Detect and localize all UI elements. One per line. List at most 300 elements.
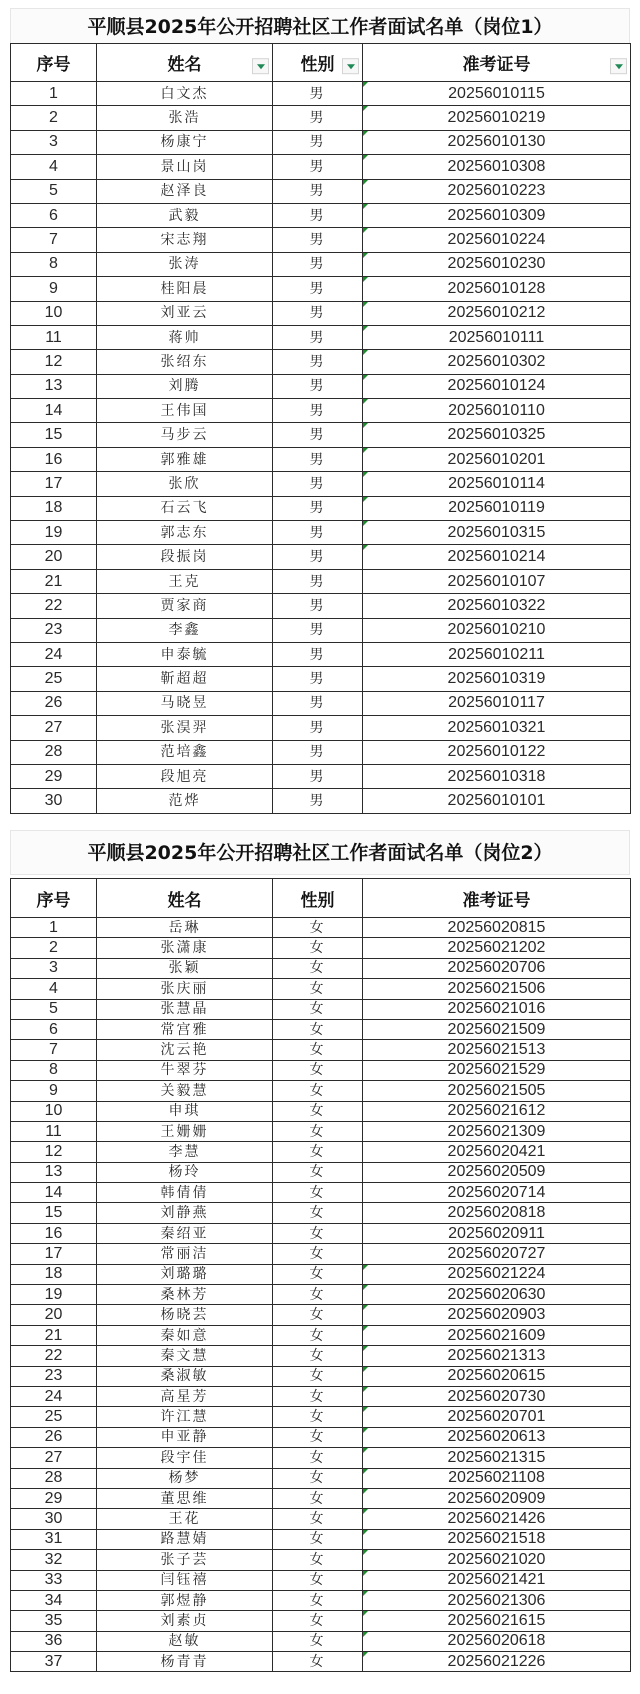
exam-id-cell[interactable] [363,618,631,642]
exam-id-cell[interactable] [363,1550,631,1570]
exam-id-cell[interactable] [363,1427,631,1447]
gender-cell[interactable] [273,1448,363,1468]
candidate-name-cell[interactable] [97,1203,273,1223]
exam-id-cell[interactable] [363,1162,631,1182]
candidate-name-cell[interactable] [97,642,273,666]
row-index-cell[interactable] [11,1264,97,1284]
gender-cell[interactable] [273,545,363,569]
gender-cell[interactable] [273,667,363,691]
row-index-cell[interactable] [11,521,97,545]
table-row[interactable] [11,1550,631,1570]
candidate-name-cell[interactable] [97,938,273,958]
row-index-cell[interactable] [11,1366,97,1386]
candidate-name-cell[interactable] [97,1529,273,1549]
candidate-name-cell[interactable] [97,447,273,471]
exam-id-cell[interactable] [363,1652,631,1672]
exam-id-cell[interactable] [363,374,631,398]
exam-id-cell[interactable] [363,252,631,276]
candidate-name-cell[interactable] [97,1346,273,1366]
candidate-name-cell[interactable] [97,1040,273,1060]
gender-cell[interactable] [273,999,363,1019]
exam-id-cell[interactable] [363,228,631,252]
table-row[interactable] [11,399,631,423]
exam-id-cell[interactable] [363,496,631,520]
candidate-name-cell[interactable] [97,1570,273,1590]
table-row[interactable] [11,1060,631,1080]
table-row[interactable] [11,1407,631,1427]
row-index-cell[interactable] [11,350,97,374]
exam-id-cell[interactable] [363,667,631,691]
exam-id-cell[interactable] [363,1631,631,1651]
candidate-name-cell[interactable] [97,228,273,252]
row-index-cell[interactable] [11,1223,97,1243]
gender-cell[interactable] [273,374,363,398]
gender-cell[interactable] [273,301,363,325]
exam-id-cell[interactable] [363,130,631,154]
candidate-name-cell[interactable] [97,1631,273,1651]
exam-id-cell[interactable] [363,423,631,447]
table-row[interactable] [11,325,631,349]
exam-id-cell[interactable] [363,277,631,301]
exam-id-cell[interactable] [363,1142,631,1162]
candidate-name-cell[interactable] [97,1162,273,1182]
exam-id-cell[interactable] [363,1244,631,1264]
exam-id-cell[interactable] [363,1407,631,1427]
gender-cell[interactable] [273,252,363,276]
exam-id-cell[interactable] [363,1448,631,1468]
table-row[interactable] [11,1427,631,1447]
gender-cell[interactable] [273,1468,363,1488]
row-index-cell[interactable] [11,1244,97,1264]
candidate-name-cell[interactable] [97,1183,273,1203]
table-row[interactable] [11,228,631,252]
exam-id-cell[interactable] [363,1101,631,1121]
row-index-cell[interactable] [11,1468,97,1488]
row-index-cell[interactable] [11,155,97,179]
gender-cell[interactable] [273,1019,363,1039]
row-index-cell[interactable] [11,130,97,154]
row-index-cell[interactable] [11,1509,97,1529]
row-index-cell[interactable] [11,1101,97,1121]
exam-id-cell[interactable] [363,325,631,349]
row-index-cell[interactable] [11,1386,97,1406]
candidate-name-cell[interactable] [97,1285,273,1305]
exam-id-cell[interactable] [363,1019,631,1039]
exam-id-cell[interactable] [363,691,631,715]
exam-id-cell[interactable] [363,545,631,569]
exam-id-cell[interactable] [363,1060,631,1080]
gender-cell[interactable] [273,179,363,203]
table-row[interactable] [11,1509,631,1529]
table-row[interactable] [11,447,631,471]
exam-id-cell[interactable] [363,447,631,471]
candidate-name-cell[interactable] [97,472,273,496]
row-index-cell[interactable] [11,1611,97,1631]
candidate-name-cell[interactable] [97,1325,273,1345]
table-row[interactable] [11,1183,631,1203]
row-index-cell[interactable] [11,374,97,398]
candidate-name-cell[interactable] [97,496,273,520]
gender-cell[interactable] [273,423,363,447]
table-row[interactable] [11,1019,631,1039]
exam-id-cell[interactable] [363,1040,631,1060]
table-row[interactable] [11,1631,631,1651]
table-row[interactable] [11,545,631,569]
row-index-cell[interactable] [11,1121,97,1141]
filter-dropdown-icon[interactable] [252,58,269,74]
exam-id-cell[interactable] [363,918,631,938]
candidate-name-cell[interactable] [97,1407,273,1427]
candidate-name-cell[interactable] [97,1468,273,1488]
candidate-name-cell[interactable] [97,1366,273,1386]
table-row[interactable] [11,789,631,813]
exam-id-cell[interactable] [363,472,631,496]
gender-cell[interactable] [273,496,363,520]
candidate-name-cell[interactable] [97,1060,273,1080]
gender-cell[interactable] [273,1142,363,1162]
exam-id-cell[interactable] [363,642,631,666]
candidate-name-cell[interactable] [97,155,273,179]
table-row[interactable] [11,999,631,1019]
row-index-cell[interactable] [11,1142,97,1162]
table-row[interactable] [11,1325,631,1345]
gender-cell[interactable] [273,1081,363,1101]
row-index-cell[interactable] [11,1407,97,1427]
exam-id-cell[interactable] [363,1366,631,1386]
gender-cell[interactable] [273,1325,363,1345]
table-row[interactable] [11,1448,631,1468]
table-row[interactable] [11,472,631,496]
table-row[interactable] [11,203,631,227]
candidate-name-cell[interactable] [97,545,273,569]
row-index-cell[interactable] [11,999,97,1019]
exam-id-cell[interactable] [363,399,631,423]
row-index-cell[interactable] [11,1570,97,1590]
table-row[interactable] [11,350,631,374]
candidate-name-cell[interactable] [97,691,273,715]
candidate-name-cell[interactable] [97,301,273,325]
candidate-name-cell[interactable] [97,130,273,154]
candidate-name-cell[interactable] [97,203,273,227]
row-index-cell[interactable] [11,496,97,520]
row-index-cell[interactable] [11,691,97,715]
candidate-name-cell[interactable] [97,374,273,398]
gender-cell[interactable] [273,938,363,958]
exam-id-cell[interactable] [363,155,631,179]
candidate-name-cell[interactable] [97,82,273,106]
exam-id-cell[interactable] [363,521,631,545]
table-row[interactable] [11,1121,631,1141]
row-index-cell[interactable] [11,1652,97,1672]
gender-cell[interactable] [273,1488,363,1508]
table-row[interactable] [11,1652,631,1672]
row-index-cell[interactable] [11,423,97,447]
row-index-cell[interactable] [11,667,97,691]
row-index-cell[interactable] [11,1162,97,1182]
gender-cell[interactable] [273,716,363,740]
candidate-name-cell[interactable] [97,1101,273,1121]
row-index-cell[interactable] [11,325,97,349]
exam-id-cell[interactable] [363,82,631,106]
gender-cell[interactable] [273,979,363,999]
row-index-cell[interactable] [11,472,97,496]
table-row[interactable] [11,1386,631,1406]
candidate-name-cell[interactable] [97,764,273,788]
candidate-name-cell[interactable] [97,1305,273,1325]
row-index-cell[interactable] [11,1346,97,1366]
table-row[interactable] [11,130,631,154]
candidate-name-cell[interactable] [97,179,273,203]
gender-cell[interactable] [273,1101,363,1121]
row-index-cell[interactable] [11,1325,97,1345]
row-index-cell[interactable] [11,399,97,423]
exam-id-cell[interactable] [363,979,631,999]
table-row[interactable] [11,691,631,715]
exam-id-cell[interactable] [363,1183,631,1203]
gender-cell[interactable] [273,399,363,423]
row-index-cell[interactable] [11,618,97,642]
gender-cell[interactable] [273,1040,363,1060]
row-index-cell[interactable] [11,447,97,471]
row-index-cell[interactable] [11,1448,97,1468]
gender-cell[interactable] [273,1366,363,1386]
row-index-cell[interactable] [11,1285,97,1305]
candidate-name-cell[interactable] [97,618,273,642]
table-row[interactable] [11,1590,631,1610]
candidate-name-cell[interactable] [97,423,273,447]
gender-cell[interactable] [273,228,363,252]
exam-id-cell[interactable] [363,1590,631,1610]
gender-cell[interactable] [273,1203,363,1223]
row-index-cell[interactable] [11,1305,97,1325]
table-row[interactable] [11,1529,631,1549]
gender-cell[interactable] [273,1550,363,1570]
table-row[interactable] [11,1142,631,1162]
candidate-name-cell[interactable] [97,1488,273,1508]
candidate-name-cell[interactable] [97,1550,273,1570]
candidate-name-cell[interactable] [97,594,273,618]
gender-cell[interactable] [273,1529,363,1549]
exam-id-cell[interactable] [363,938,631,958]
gender-cell[interactable] [273,277,363,301]
table-row[interactable] [11,106,631,130]
gender-cell[interactable] [273,1346,363,1366]
candidate-name-cell[interactable] [97,1427,273,1447]
row-index-cell[interactable] [11,252,97,276]
gender-cell[interactable] [273,447,363,471]
row-index-cell[interactable] [11,179,97,203]
gender-cell[interactable] [273,764,363,788]
candidate-name-cell[interactable] [97,399,273,423]
row-index-cell[interactable] [11,106,97,130]
candidate-name-cell[interactable] [97,1590,273,1610]
table-row[interactable] [11,1305,631,1325]
filter-dropdown-icon[interactable] [610,58,627,74]
exam-id-cell[interactable] [363,1121,631,1141]
gender-cell[interactable] [273,130,363,154]
table-row[interactable] [11,1162,631,1182]
gender-cell[interactable] [273,594,363,618]
gender-cell[interactable] [273,1407,363,1427]
exam-id-cell[interactable] [363,301,631,325]
row-index-cell[interactable] [11,301,97,325]
gender-cell[interactable] [273,958,363,978]
row-index-cell[interactable] [11,938,97,958]
gender-cell[interactable] [273,350,363,374]
row-index-cell[interactable] [11,979,97,999]
row-index-cell[interactable] [11,918,97,938]
exam-id-cell[interactable] [363,1264,631,1284]
gender-cell[interactable] [273,1611,363,1631]
row-index-cell[interactable] [11,764,97,788]
row-index-cell[interactable] [11,1081,97,1101]
exam-id-cell[interactable] [363,1285,631,1305]
exam-id-cell[interactable] [363,350,631,374]
gender-cell[interactable] [273,1305,363,1325]
exam-id-cell[interactable] [363,1081,631,1101]
candidate-name-cell[interactable] [97,740,273,764]
candidate-name-cell[interactable] [97,918,273,938]
table-row[interactable] [11,1468,631,1488]
row-index-cell[interactable] [11,716,97,740]
candidate-name-cell[interactable] [97,350,273,374]
exam-id-cell[interactable] [363,1305,631,1325]
candidate-name-cell[interactable] [97,716,273,740]
exam-id-cell[interactable] [363,179,631,203]
row-index-cell[interactable] [11,1529,97,1549]
row-index-cell[interactable] [11,1590,97,1610]
exam-id-cell[interactable] [363,1529,631,1549]
gender-cell[interactable] [273,1264,363,1284]
gender-cell[interactable] [273,106,363,130]
exam-id-cell[interactable] [363,1386,631,1406]
candidate-name-cell[interactable] [97,999,273,1019]
table-row[interactable] [11,764,631,788]
candidate-name-cell[interactable] [97,1142,273,1162]
gender-cell[interactable] [273,1244,363,1264]
exam-id-cell[interactable] [363,1223,631,1243]
candidate-name-cell[interactable] [97,1121,273,1141]
exam-id-cell[interactable] [363,789,631,813]
exam-id-cell[interactable] [363,1203,631,1223]
table-row[interactable] [11,667,631,691]
exam-id-cell[interactable] [363,1509,631,1529]
table-row[interactable] [11,155,631,179]
candidate-name-cell[interactable] [97,789,273,813]
table-row[interactable] [11,252,631,276]
gender-cell[interactable] [273,618,363,642]
gender-cell[interactable] [273,1060,363,1080]
row-index-cell[interactable] [11,1060,97,1080]
row-index-cell[interactable] [11,1040,97,1060]
candidate-name-cell[interactable] [97,1611,273,1631]
row-index-cell[interactable] [11,228,97,252]
table-row[interactable] [11,1285,631,1305]
candidate-name-cell[interactable] [97,325,273,349]
candidate-name-cell[interactable] [97,1081,273,1101]
candidate-name-cell[interactable] [97,277,273,301]
row-index-cell[interactable] [11,569,97,593]
row-index-cell[interactable] [11,82,97,106]
table-row[interactable] [11,569,631,593]
table-row[interactable] [11,716,631,740]
table-row[interactable] [11,1081,631,1101]
table-row[interactable] [11,642,631,666]
exam-id-cell[interactable] [363,999,631,1019]
table-row[interactable] [11,423,631,447]
row-index-cell[interactable] [11,1631,97,1651]
row-index-cell[interactable] [11,642,97,666]
exam-id-cell[interactable] [363,569,631,593]
exam-id-cell[interactable] [363,740,631,764]
gender-cell[interactable] [273,1631,363,1651]
table-row[interactable] [11,1488,631,1508]
gender-cell[interactable] [273,1121,363,1141]
row-index-cell[interactable] [11,1019,97,1039]
gender-cell[interactable] [273,569,363,593]
gender-cell[interactable] [273,691,363,715]
gender-cell[interactable] [273,918,363,938]
exam-id-cell[interactable] [363,1346,631,1366]
gender-cell[interactable] [273,203,363,227]
gender-cell[interactable] [273,1509,363,1529]
candidate-name-cell[interactable] [97,958,273,978]
candidate-name-cell[interactable] [97,1448,273,1468]
exam-id-cell[interactable] [363,1325,631,1345]
row-index-cell[interactable] [11,1183,97,1203]
exam-id-cell[interactable] [363,203,631,227]
exam-id-cell[interactable] [363,106,631,130]
gender-cell[interactable] [273,1223,363,1243]
table-row[interactable] [11,1223,631,1243]
row-index-cell[interactable] [11,277,97,301]
table-row[interactable] [11,277,631,301]
candidate-name-cell[interactable] [97,979,273,999]
table-row[interactable] [11,1101,631,1121]
gender-cell[interactable] [273,1427,363,1447]
row-index-cell[interactable] [11,789,97,813]
table-row[interactable] [11,918,631,938]
gender-cell[interactable] [273,1590,363,1610]
gender-cell[interactable] [273,325,363,349]
candidate-name-cell[interactable] [97,1652,273,1672]
gender-cell[interactable] [273,642,363,666]
table-row[interactable] [11,1346,631,1366]
exam-id-cell[interactable] [363,594,631,618]
table-row[interactable] [11,496,631,520]
table-row[interactable] [11,1203,631,1223]
exam-id-cell[interactable] [363,958,631,978]
table-row[interactable] [11,1611,631,1631]
row-index-cell[interactable] [11,1203,97,1223]
exam-id-cell[interactable] [363,1611,631,1631]
table-row[interactable] [11,594,631,618]
row-index-cell[interactable] [11,1488,97,1508]
table-row[interactable] [11,958,631,978]
row-index-cell[interactable] [11,1427,97,1447]
gender-cell[interactable] [273,1652,363,1672]
candidate-name-cell[interactable] [97,1509,273,1529]
row-index-cell[interactable] [11,594,97,618]
gender-cell[interactable] [273,740,363,764]
candidate-name-cell[interactable] [97,106,273,130]
table-row[interactable] [11,1570,631,1590]
gender-cell[interactable] [273,1285,363,1305]
candidate-name-cell[interactable] [97,252,273,276]
row-index-cell[interactable] [11,203,97,227]
candidate-name-cell[interactable] [97,667,273,691]
row-index-cell[interactable] [11,958,97,978]
